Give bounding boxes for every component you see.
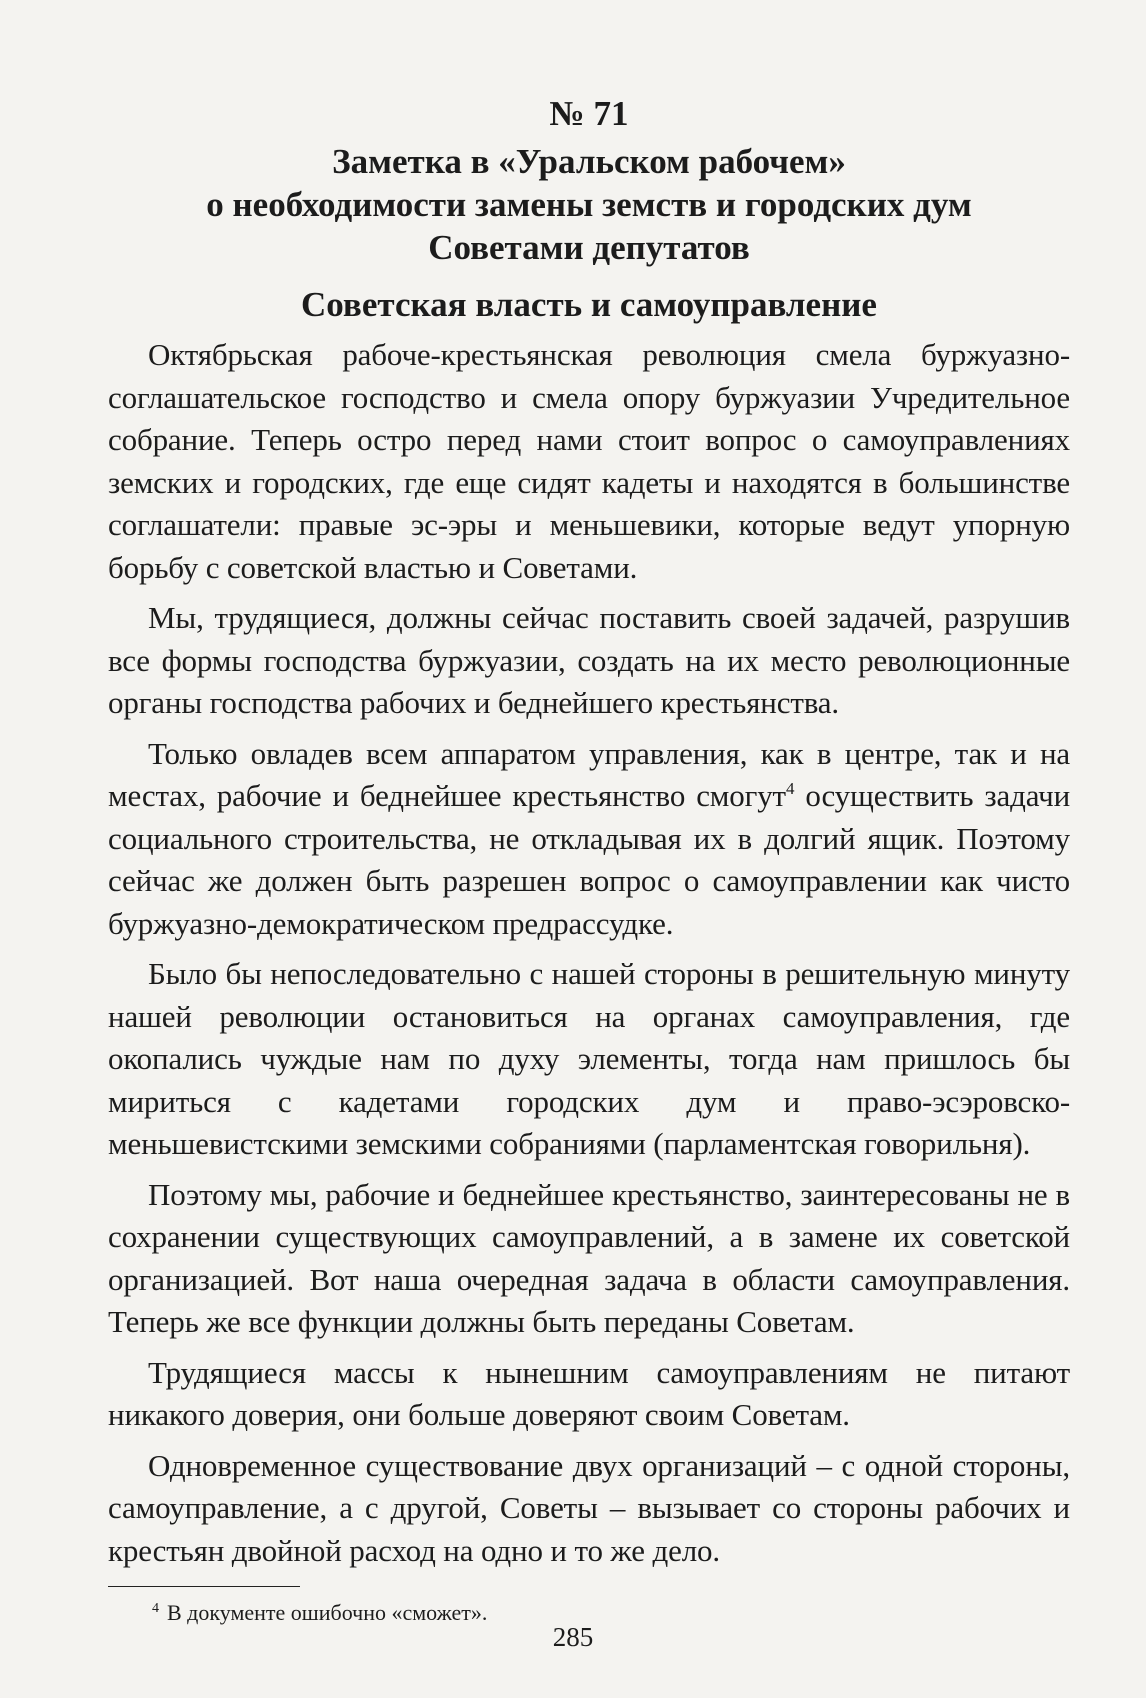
footnote-marker: 4 [152,1601,159,1616]
document-page [108,92,1070,1627]
paragraph-6: Трудящиеся массы к нынешним самоуправлениям не питают никакого доверия, они больше доверяют своим Советам. [108,1354,1070,1432]
title-line-2: о необходимости замены земств и городских дум [206,185,972,224]
paragraph-1: Октябрьская рабоче-крестьянская революция смела буржуазно-соглашательское господство и смела опору буржуазии Учредительное собрание. Теперь остро перед нами стоит вопрос о самоуправлениях земских и городских, где еще сидят кадеты и находятся в большинстве соглашатели: правые эс-эры и меньшевики, которые ведут упорную борьбу с советской властью и Советами. [108,337,1070,585]
paragraph-3 [108,733,1070,946]
paragraph-7: Одновременное существование двух организаций – с одной стороны, самоуправление, а с другой, Советы – вызывает со стороны рабочих и крестьян двойной расход на одно и то же дело. [108,1447,1070,1568]
document-number: № 71 [549,94,629,133]
title-line-3: Советами депутатов [428,228,750,267]
paragraph-5: Поэтому мы, рабочие и беднейшее крестьянство, заинтересованы не в сохранении существующих самоуправлений, а в замене их советской организацией. Вот наша очередная задача в области самоуправления. Теперь же все функции должны быть переданы Советам. [108,1176,1070,1339]
article-title: Советская власть и самоуправление [301,285,877,324]
paragraph-2: Мы, трудящиеся, должны сейчас поставить своей задачей, разрушив все формы господства буржуазии, создать на их место революционные органы господства рабочих и беднейшего крестьянства. [108,600,1070,720]
footnote-divider [108,1586,300,1587]
paragraph-3-text-end: осуществить задачи социального строительства, не откладывая их в долгий ящик. Поэтому сейчас же должен быть разрешен вопрос о самоуправлении как чисто буржуазно-демократическом предрассудке. [108,778,1071,941]
title-line-1: Заметка в «Уральском рабочем» [332,142,846,181]
paragraph-4: Было бы непоследовательно с нашей стороны в решительную минуту нашей революции остановиться на органах самоуправления, где окопались чуждые нам по духу элементы, тогда нам пришлось бы мириться с кадетами городских дум и право-эсэровско-меньшевистскими земскими собраниями (парламентская говорильня). [108,956,1070,1161]
paragraph-3-text-start: Только овладев всем аппаратом управления, как в центре, так и на местах, рабочие и беднейшее крестьянство смогут [108,735,1070,813]
footnote-text: В документе ошибочно «сможет». [167,1600,488,1625]
document-title [108,140,1070,269]
page-number: 285 [552,1622,594,1652]
footnote-reference: 4 [785,779,795,798]
